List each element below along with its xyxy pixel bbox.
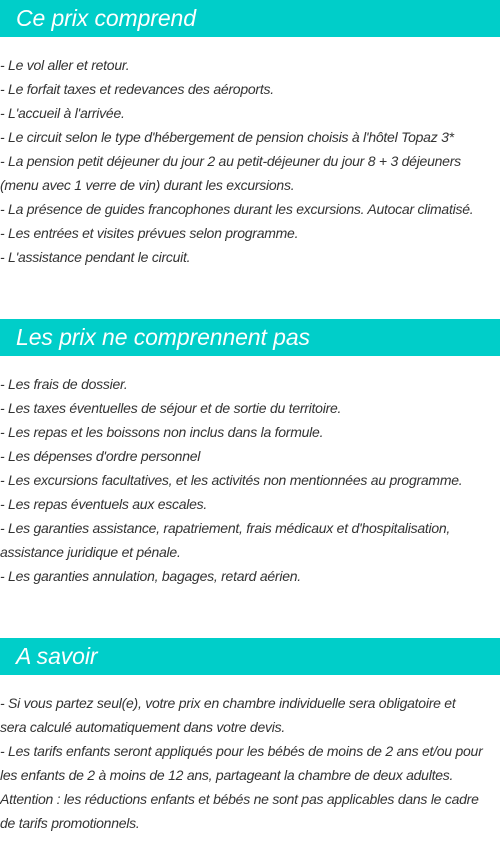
list-item: - La présence de guides francophones durant les excursions. Autocar climatisé.	[0, 201, 474, 217]
section-header-info	[0, 638, 500, 675]
list-item: - Les excursions facultatives, et les activités non mentionnées au programme.	[0, 472, 463, 488]
section-body-info	[0, 691, 500, 835]
list-item: - Les frais de dossier.	[0, 376, 128, 392]
list-item: - La pension petit déjeuner du jour 2 au petit-déjeuner du jour 8 + 3 déjeuners	[0, 153, 461, 169]
list-item: de tarifs promotionnels.	[0, 815, 140, 831]
list-item: - Les garanties annulation, bagages, retard aérien.	[0, 568, 301, 584]
list-item: - Le circuit selon le type d'hébergement de pension choisis à l'hôtel Topaz 3*	[0, 129, 454, 145]
list-item: - Si vous partez seul(e), votre prix en chambre individuelle sera obligatoire et	[0, 695, 456, 711]
section-header-excluded	[0, 319, 500, 356]
list-item: (menu avec 1 verre de vin) durant les excursions.	[0, 177, 295, 193]
list-item: - Le vol aller et retour.	[0, 57, 130, 73]
list-item: - L'accueil à l'arrivée.	[0, 105, 125, 121]
section-body-included	[0, 53, 500, 269]
list-item: - Les dépenses d'ordre personnel	[0, 448, 201, 464]
section-body-excluded	[0, 372, 500, 588]
section-title: Les prix ne comprennent pas	[16, 324, 310, 350]
section-title: Ce prix comprend	[16, 5, 196, 31]
list-item: - Les garanties assistance, rapatriement, frais médicaux et d'hospitalisation,	[0, 520, 451, 536]
list-item: - L'assistance pendant le circuit.	[0, 249, 191, 265]
list-item: Attention : les réductions enfants et bébés ne sont pas applicables dans le cadre	[0, 791, 479, 807]
list-item: - Les entrées et visites prévues selon programme.	[0, 225, 299, 241]
list-item: - Les taxes éventuelles de séjour et de sortie du territoire.	[0, 400, 342, 416]
list-item: sera calculé automatiquement dans votre devis.	[0, 719, 285, 735]
list-item: - Les repas et les boissons non inclus dans la formule.	[0, 424, 324, 440]
list-item: les enfants de 2 à moins de 12 ans, partageant la chambre de deux adultes.	[0, 767, 454, 783]
list-item: - Le forfait taxes et redevances des aéroports.	[0, 81, 274, 97]
section-title: A savoir	[16, 643, 98, 669]
list-item: assistance juridique et pénale.	[0, 544, 181, 560]
list-item: - Les tarifs enfants seront appliqués pour les bébés de moins de 2 ans et/ou pour	[0, 743, 483, 759]
section-header-included	[0, 0, 500, 37]
list-item: - Les repas éventuels aux escales.	[0, 496, 208, 512]
